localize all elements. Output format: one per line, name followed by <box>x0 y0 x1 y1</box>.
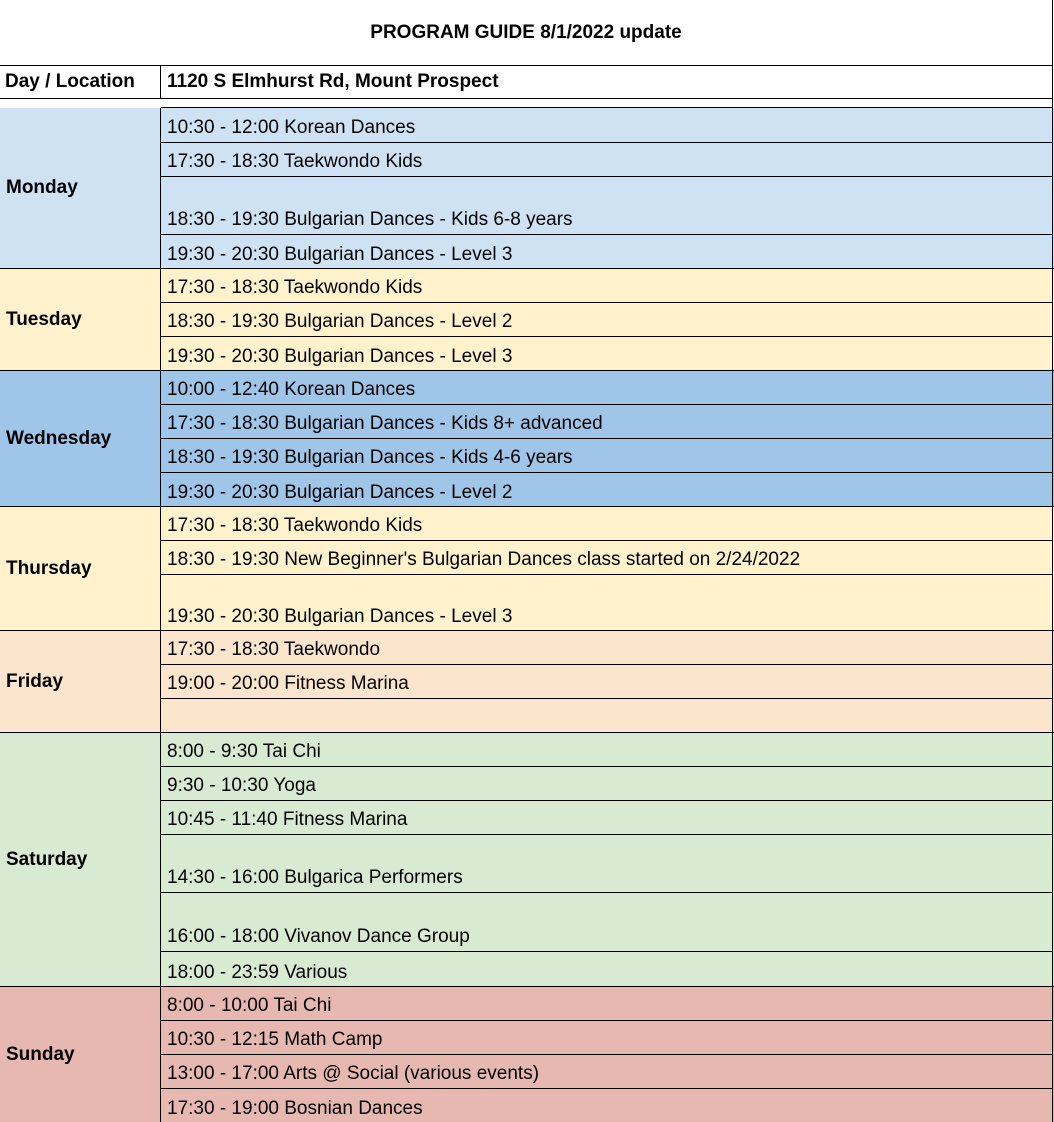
day-block-tuesday <box>0 269 1054 371</box>
page-title: PROGRAM GUIDE 8/1/2022 update <box>0 0 1053 65</box>
schedule-slot: 17:30 - 19:00 Bosnian Dances <box>167 1098 423 1119</box>
slot-list-thursday <box>161 507 1053 630</box>
schedule-slot: 10:45 - 11:40 Fitness Marina <box>161 801 1052 835</box>
day-label-wednesday: Wednesday <box>0 371 161 506</box>
slot-list-saturday <box>161 733 1053 986</box>
schedule-slot: 13:00 - 17:00 Arts @ Social (various events) <box>161 1055 1052 1089</box>
day-label-sunday: Sunday <box>0 987 161 1122</box>
schedule-slot: 9:30 - 10:30 Yoga <box>161 767 1052 801</box>
slot-list-tuesday <box>161 269 1053 370</box>
day-block-saturday <box>0 733 1054 987</box>
schedule-slot: 19:30 - 20:30 Bulgarian Dances - Level 3 <box>167 346 513 367</box>
schedule-slot: 19:30 - 20:30 Bulgarian Dances - Level 2 <box>167 482 513 503</box>
header-day-location: Day / Location <box>0 66 161 98</box>
schedule-slot: 18:30 - 19:30 Bulgarian Dances - Level 2 <box>161 303 1052 337</box>
day-label-monday: Monday <box>0 108 161 268</box>
day-block-monday <box>0 108 1054 269</box>
schedule-slot: 19:30 - 20:30 Bulgarian Dances - Level 3 <box>167 606 513 627</box>
day-block-thursday <box>0 507 1054 631</box>
header-location: 1120 S Elmhurst Rd, Mount Prospect <box>167 71 499 92</box>
schedule-slot: 18:30 - 19:30 Bulgarian Dances - Kids 6-8 years <box>161 177 1052 235</box>
schedule-slot: 19:00 - 20:00 Fitness Marina <box>161 665 1052 699</box>
schedule-slot: 8:00 - 10:00 Tai Chi <box>161 987 1052 1021</box>
schedule-slot: 17:30 - 18:30 Taekwondo Kids <box>161 269 1052 303</box>
schedule-slot: 17:30 - 18:30 Taekwondo <box>161 631 1052 665</box>
day-block-sunday <box>0 987 1054 1122</box>
schedule-slot: 8:00 - 9:30 Tai Chi <box>161 733 1052 767</box>
header-spacer-row <box>161 99 1053 108</box>
schedule-slot: 10:30 - 12:15 Math Camp <box>161 1021 1052 1055</box>
schedule-slot: 17:30 - 18:30 Taekwondo Kids <box>161 143 1052 177</box>
schedule-slot <box>161 699 1052 733</box>
slot-list-friday <box>161 631 1053 732</box>
day-label-thursday: Thursday <box>0 507 161 630</box>
schedule-slot: 17:30 - 18:30 Bulgarian Dances - Kids 8+ advanced <box>161 405 1052 439</box>
slot-list-sunday <box>161 987 1053 1122</box>
slot-list-wednesday <box>161 371 1053 506</box>
schedule-slot: 16:00 - 18:00 Vivanov Dance Group <box>161 893 1052 952</box>
schedule-slot: 18:00 - 23:59 Various <box>167 962 348 983</box>
schedule-slot: 14:30 - 16:00 Bulgarica Performers <box>161 835 1052 893</box>
schedule-slot: 18:30 - 19:30 New Beginner's Bulgarian Dances class started on 2/24/2022 <box>161 541 1052 575</box>
schedule-slot: 18:30 - 19:30 Bulgarian Dances - Kids 4-6 years <box>161 439 1052 473</box>
header-row <box>0 65 1053 99</box>
schedule-slot: 10:00 - 12:40 Korean Dances <box>161 371 1052 405</box>
schedule-slot: 10:30 - 12:00 Korean Dances <box>161 108 1052 143</box>
schedule-slot: 19:30 - 20:30 Bulgarian Dances - Level 3 <box>167 244 513 265</box>
day-label-tuesday: Tuesday <box>0 269 161 370</box>
day-label-friday: Friday <box>0 631 161 732</box>
day-block-wednesday <box>0 371 1054 507</box>
day-label-saturday: Saturday <box>0 733 161 986</box>
day-block-friday <box>0 631 1054 733</box>
slot-list-monday <box>161 108 1053 268</box>
schedule-slot: 17:30 - 18:30 Taekwondo Kids <box>161 507 1052 541</box>
